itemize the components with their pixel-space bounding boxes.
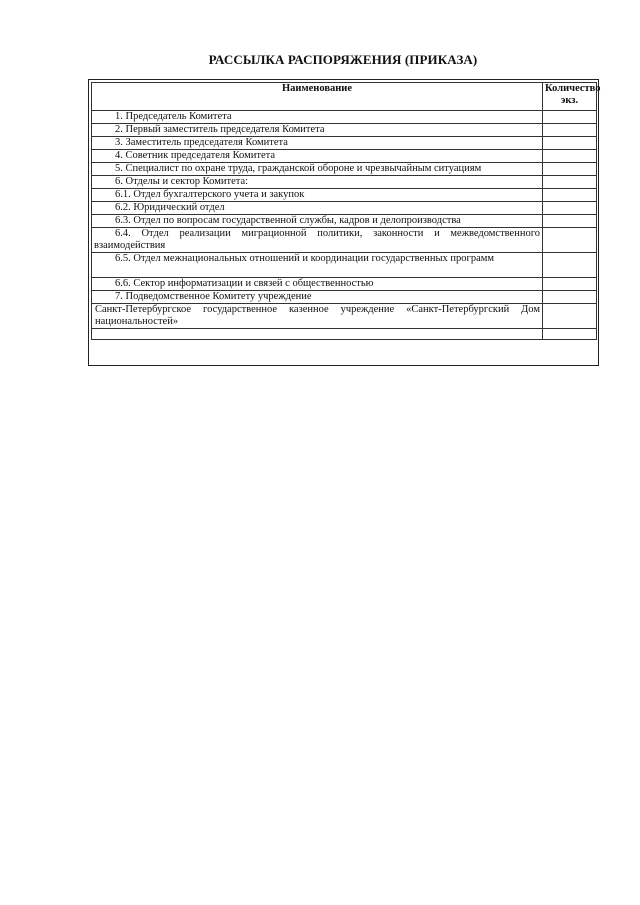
table-row <box>92 163 597 176</box>
row-name <box>92 329 543 340</box>
table-row <box>92 329 597 340</box>
table-row <box>92 137 597 150</box>
row-name: 5. Специалист по охране труда, гражданской обороне и чрезвычайным ситуациям <box>92 163 543 176</box>
table-row <box>92 124 597 137</box>
row-quantity <box>543 304 597 329</box>
row-quantity <box>543 124 597 137</box>
row-quantity <box>543 202 597 215</box>
row-name: 6.2. Юридический отдел <box>92 202 543 215</box>
table-row <box>92 111 597 124</box>
header-name: Наименование <box>92 83 543 111</box>
distribution-table <box>91 82 601 340</box>
row-quantity <box>543 291 597 304</box>
row-name: 1. Председатель Комитета <box>92 111 543 124</box>
table-row <box>92 304 597 329</box>
row-quantity <box>543 137 597 150</box>
row-name: Санкт-Петербургское государственное казенное учреждение «Санкт-Петербургский Дом национальностей» <box>92 304 543 329</box>
row-name: 2. Первый заместитель председателя Комитета <box>92 124 543 137</box>
table-row <box>92 253 597 278</box>
row-name: 6.3. Отдел по вопросам государственной службы, кадров и делопроизводства <box>92 215 543 228</box>
table-row <box>92 278 597 291</box>
row-name: 6.5. Отдел межнациональных отношений и координации государственных программ <box>92 253 543 278</box>
row-quantity <box>543 278 597 291</box>
table-row <box>92 228 597 253</box>
table-row <box>92 176 597 189</box>
table-row <box>92 150 597 163</box>
header-quantity: Количество экз. <box>543 83 597 111</box>
table-row <box>92 215 597 228</box>
row-name: 7. Подведомственное Комитету учреждение <box>92 291 543 304</box>
row-quantity <box>543 329 597 340</box>
row-name: 6.4. Отдел реализации миграционной политики, законности и межведомственного взаимодействия <box>92 228 543 253</box>
table-row <box>92 202 597 215</box>
row-name: 3. Заместитель председателя Комитета <box>92 137 543 150</box>
row-quantity <box>543 176 597 189</box>
row-quantity <box>543 228 597 253</box>
table-header-row <box>92 83 597 111</box>
row-name: 6. Отделы и сектор Комитета: <box>92 176 543 189</box>
row-name: 6.6. Сектор информатизации и связей с общественностью <box>92 278 543 291</box>
row-quantity <box>543 150 597 163</box>
row-quantity <box>543 189 597 202</box>
row-quantity <box>543 253 597 278</box>
page-title: РАССЫЛКА РАСПОРЯЖЕНИЯ (ПРИКАЗА) <box>208 52 478 67</box>
table-row <box>92 291 597 304</box>
table-row <box>92 189 597 202</box>
row-quantity <box>543 215 597 228</box>
row-quantity <box>543 163 597 176</box>
row-name: 6.1. Отдел бухгалтерского учета и закупок <box>92 189 543 202</box>
row-quantity <box>543 111 597 124</box>
row-name: 4. Советник председателя Комитета <box>92 150 543 163</box>
